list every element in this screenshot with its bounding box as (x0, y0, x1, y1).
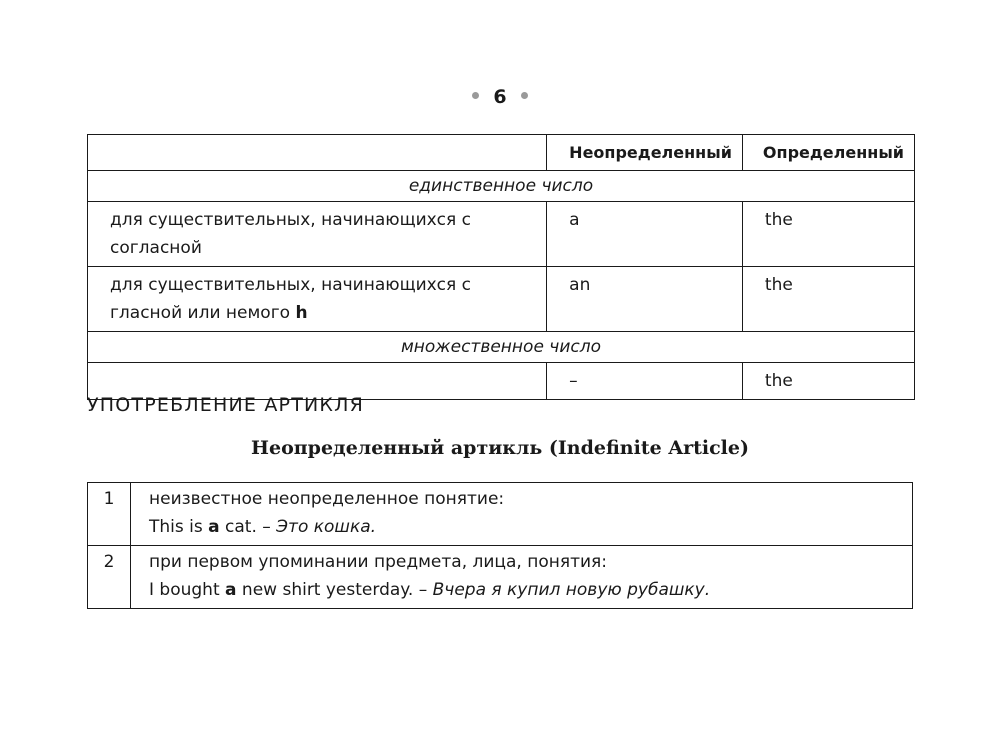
row-indefinite: an (547, 267, 743, 332)
row-description (88, 202, 547, 267)
row-description-text: для существительных, начинающихся с согласной (110, 210, 472, 258)
example-text: new shirt yesterday. – (236, 580, 433, 600)
example-translation: Это кошка. (276, 517, 377, 537)
subsection-heading: Неопределенный артикль (Indefinite Article) (251, 437, 749, 459)
row-indefinite: – (547, 363, 743, 400)
example-text: I bought (149, 580, 226, 600)
row-indefinite: a (547, 202, 743, 267)
example-text: This is (149, 517, 209, 537)
item-content (131, 483, 913, 546)
header-definite: Определенный (742, 135, 914, 171)
usage-table (87, 482, 913, 609)
row-definite: the (742, 363, 914, 400)
item-number: 1 (88, 483, 131, 546)
header-indefinite: Неопределенный (547, 135, 743, 171)
row-definite: the (742, 267, 914, 332)
singular-label: единственное число (88, 171, 915, 202)
item-number: 2 (88, 546, 131, 609)
section-row-singular (88, 171, 915, 202)
page-number-value: 6 (493, 86, 507, 108)
item-example (149, 576, 896, 604)
example-article: a (208, 517, 220, 537)
page-number (0, 84, 1000, 110)
example-article: a (225, 580, 237, 600)
example-translation: Вчера я купил новую рубашку. (432, 580, 711, 600)
item-rule: неизвестное неопределенное понятие: (149, 489, 505, 509)
bullet-dot-left (472, 92, 479, 99)
example-text: cat. – (219, 517, 277, 537)
table-header-row (88, 135, 915, 171)
table-row (88, 546, 913, 609)
item-example (149, 513, 896, 541)
section-heading: УПОТРЕБЛЕНИЕ АРТИКЛЯ (87, 394, 365, 416)
section-row-plural (88, 332, 915, 363)
row-description-bold: h (295, 303, 308, 323)
bullet-dot-right (521, 92, 528, 99)
row-description (88, 267, 547, 332)
item-content (131, 546, 913, 609)
table-row (88, 267, 915, 332)
plural-label: множественное число (88, 332, 915, 363)
item-rule: при первом упоминании предмета, лица, понятия: (149, 552, 607, 572)
row-definite: the (742, 202, 914, 267)
header-empty-cell (88, 135, 547, 171)
articles-table (87, 134, 915, 400)
table-row (88, 202, 915, 267)
row-description-text: для существительных, начинающихся с гласной или немого (110, 275, 472, 323)
table-row (88, 483, 913, 546)
